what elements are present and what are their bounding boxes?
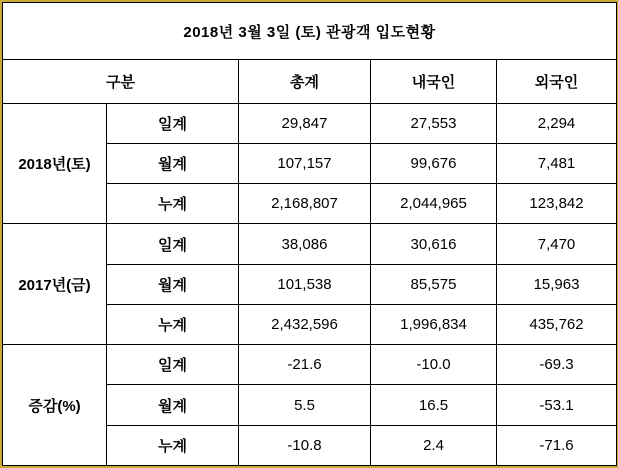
table-row xyxy=(3,345,617,385)
row-sub-label: 월계 xyxy=(107,264,239,304)
cell-total: 101,538 xyxy=(239,264,371,304)
cell-total: 107,157 xyxy=(239,143,371,183)
cell-foreign: -69.3 xyxy=(497,345,617,385)
cell-foreign: -71.6 xyxy=(497,425,617,465)
cell-domestic: 30,616 xyxy=(371,224,497,264)
row-sub-label: 일계 xyxy=(107,103,239,143)
cell-domestic: 85,575 xyxy=(371,264,497,304)
cell-total: 2,168,807 xyxy=(239,184,371,224)
cell-foreign: 2,294 xyxy=(497,103,617,143)
cell-foreign: 435,762 xyxy=(497,304,617,344)
row-sub-label: 월계 xyxy=(107,143,239,183)
cell-foreign: -53.1 xyxy=(497,385,617,425)
cell-foreign: 123,842 xyxy=(497,184,617,224)
cell-domestic: 1,996,834 xyxy=(371,304,497,344)
column-header-total: 총계 xyxy=(239,60,371,103)
cell-foreign: 15,963 xyxy=(497,264,617,304)
cell-domestic: 16.5 xyxy=(371,385,497,425)
title-row xyxy=(3,3,617,60)
cell-domestic: 2,044,965 xyxy=(371,184,497,224)
cell-domestic: -10.0 xyxy=(371,345,497,385)
cell-domestic: 27,553 xyxy=(371,103,497,143)
cell-total: 29,847 xyxy=(239,103,371,143)
cell-domestic: 2.4 xyxy=(371,425,497,465)
column-header-category: 구분 xyxy=(3,60,239,103)
cell-domestic: 99,676 xyxy=(371,143,497,183)
column-header-foreign: 외국인 xyxy=(497,60,617,103)
cell-total: 38,086 xyxy=(239,224,371,264)
column-header-domestic: 내국인 xyxy=(371,60,497,103)
row-group-label-2018: 2018년(토) xyxy=(3,103,107,224)
table-row xyxy=(3,103,617,143)
row-sub-label: 누계 xyxy=(107,425,239,465)
cell-foreign: 7,481 xyxy=(497,143,617,183)
row-sub-label: 누계 xyxy=(107,184,239,224)
tourist-arrival-table xyxy=(2,2,617,466)
row-sub-label: 일계 xyxy=(107,224,239,264)
table-row xyxy=(3,224,617,264)
row-sub-label: 월계 xyxy=(107,385,239,425)
row-sub-label: 누계 xyxy=(107,304,239,344)
cell-total: -21.6 xyxy=(239,345,371,385)
header-row xyxy=(3,60,617,103)
cell-foreign: 7,470 xyxy=(497,224,617,264)
cell-total: -10.8 xyxy=(239,425,371,465)
row-sub-label: 일계 xyxy=(107,345,239,385)
row-group-label-2017: 2017년(금) xyxy=(3,224,107,345)
cell-total: 5.5 xyxy=(239,385,371,425)
page-title: 2018년 3월 3일 (토) 관광객 입도현황 xyxy=(3,3,617,60)
row-group-label-change: 증감(%) xyxy=(3,345,107,466)
cell-total: 2,432,596 xyxy=(239,304,371,344)
